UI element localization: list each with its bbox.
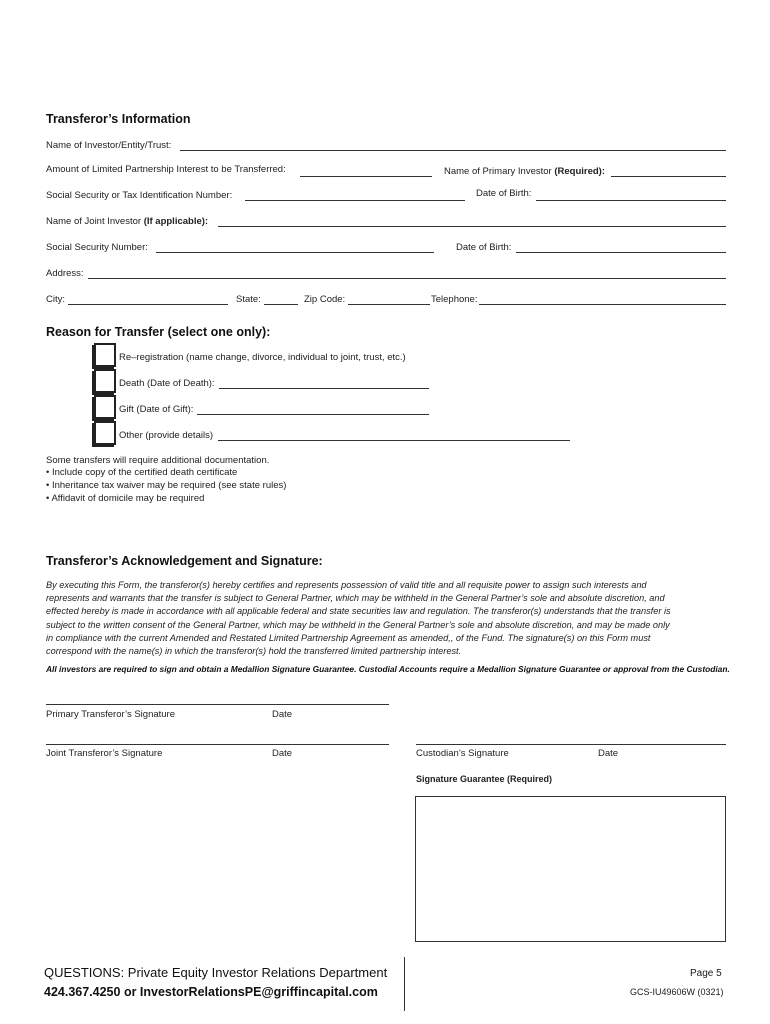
dob2-field[interactable]	[516, 252, 726, 253]
joint-signature-line[interactable]	[46, 744, 389, 745]
signature-guarantee-box[interactable]	[415, 796, 726, 942]
form-code: GCS-IU49606W (0321)	[630, 987, 724, 997]
state-label: State:	[236, 294, 261, 305]
docs-intro: Some transfers will require additional documentation.	[46, 455, 270, 466]
city-label: City:	[46, 294, 65, 305]
zip-label: Zip Code:	[304, 294, 346, 305]
primary-signature-label: Primary Transferor’s Signature	[46, 709, 176, 720]
death-checkbox[interactable]	[94, 369, 116, 393]
docs-item: • Inheritance tax waiver may be required (see state rules)	[46, 480, 287, 491]
city-field[interactable]	[68, 304, 228, 305]
reregistration-label: Re–registration (name change, divorce, individual to joint, trust, etc.)	[119, 352, 406, 363]
ack-line: subject to the written consent of the General Partner, which may be withheld in the General Partner’s sole and absolute discretion, and may be made only	[46, 619, 670, 630]
custodian-signature-label: Custodian’s Signature	[416, 748, 509, 759]
ack-line: in compliance with the current Amended and Restated Limited Partnership Agreement as amended,, of the Fund. The signature(s) on this Form must	[46, 632, 651, 643]
dob1-field[interactable]	[536, 200, 726, 201]
reason-heading: Reason for Transfer (select one only):	[46, 325, 271, 339]
medallion-note: All investors are required to sign and obtain a Medallion Signature Guarantee. Custodial Accounts require a Medallion Signature Guarantee or approval from the Custodian.	[46, 664, 730, 674]
amount-field[interactable]	[300, 176, 432, 177]
custodian-signature-line[interactable]	[416, 744, 726, 745]
other-checkbox[interactable]	[94, 421, 116, 445]
transferor-heading: Transferor’s Information	[46, 112, 191, 126]
primary-signature-line[interactable]	[46, 704, 389, 705]
gift-checkbox[interactable]	[94, 395, 116, 419]
telephone-field[interactable]	[479, 304, 726, 305]
primary-investor-field[interactable]	[611, 176, 726, 177]
dob2-label: Date of Birth:	[456, 242, 512, 253]
ack-line: effected hereby is made in accordance with all applicable federal and state securities law and regulation. The transferor(s) understands that the transfer is	[46, 606, 671, 617]
ssn-field[interactable]	[156, 252, 434, 253]
ssn-tax-label: Social Security or Tax Identification Number:	[46, 190, 233, 201]
footer-divider	[404, 957, 405, 1011]
ack-line: correspond with the name(s) in which the transferor(s) hold the transferred limited partnership interest.	[46, 646, 462, 657]
if-applicable-text: (If applicable):	[143, 216, 209, 227]
name-investor-field[interactable]	[180, 150, 726, 151]
gift-label: Gift (Date of Gift):	[119, 404, 194, 415]
page-number: Page 5	[690, 968, 722, 979]
docs-item: • Include copy of the certified death certificate	[46, 467, 238, 478]
other-details-field[interactable]	[218, 440, 570, 441]
amount-label: Amount of Limited Partnership Interest to be Transferred:	[46, 164, 286, 175]
required-text: (Required):	[554, 166, 606, 177]
death-date-field[interactable]	[219, 388, 429, 389]
name-investor-label: Name of Investor/Entity/Trust:	[46, 140, 172, 151]
other-label: Other (provide details)	[119, 430, 213, 441]
state-field[interactable]	[264, 304, 298, 305]
joint-investor-label	[46, 216, 208, 227]
joint-signature-label: Joint Transferor’s Signature	[46, 748, 163, 759]
gift-date-field[interactable]	[197, 414, 429, 415]
address-field[interactable]	[88, 278, 726, 279]
dob1-label: Date of Birth:	[476, 188, 532, 199]
ack-heading: Transferor’s Acknowledgement and Signature:	[46, 554, 323, 568]
ack-paragraph	[46, 579, 728, 658]
zip-field[interactable]	[348, 304, 430, 305]
joint-investor-field[interactable]	[218, 226, 726, 227]
ssn-label: Social Security Number:	[46, 242, 148, 253]
ack-line: By executing this Form, the transferor(s) hereby certifies and represents possession of valid title and all requisite power to assign such interests and	[46, 580, 647, 590]
primary-investor-label	[444, 166, 605, 177]
address-label: Address:	[46, 268, 84, 279]
docs-item: • Affidavit of domicile may be required	[46, 493, 205, 504]
date2-label: Date	[272, 748, 293, 759]
ack-line: represents and warrants that the transfer is subject to General Partner, which may be withheld in the General Partner’s sole and absolute discretion, and	[46, 593, 665, 604]
telephone-label: Telephone:	[431, 294, 478, 305]
primary-investor-text: Name of Primary Investor	[444, 166, 552, 177]
footer-questions: QUESTIONS: Private Equity Investor Relations Department	[44, 965, 388, 980]
date3-label: Date	[598, 748, 619, 759]
date1-label: Date	[272, 709, 293, 720]
signature-guarantee-label: Signature Guarantee (Required)	[416, 774, 553, 784]
ssn-tax-field[interactable]	[245, 200, 465, 201]
death-label: Death (Date of Death):	[119, 378, 215, 389]
footer-contact[interactable]: 424.367.4250 or InvestorRelationsPE@griffincapital.com	[44, 985, 378, 999]
joint-investor-text: Name of Joint Investor	[46, 216, 142, 227]
reregistration-checkbox[interactable]	[94, 343, 116, 367]
